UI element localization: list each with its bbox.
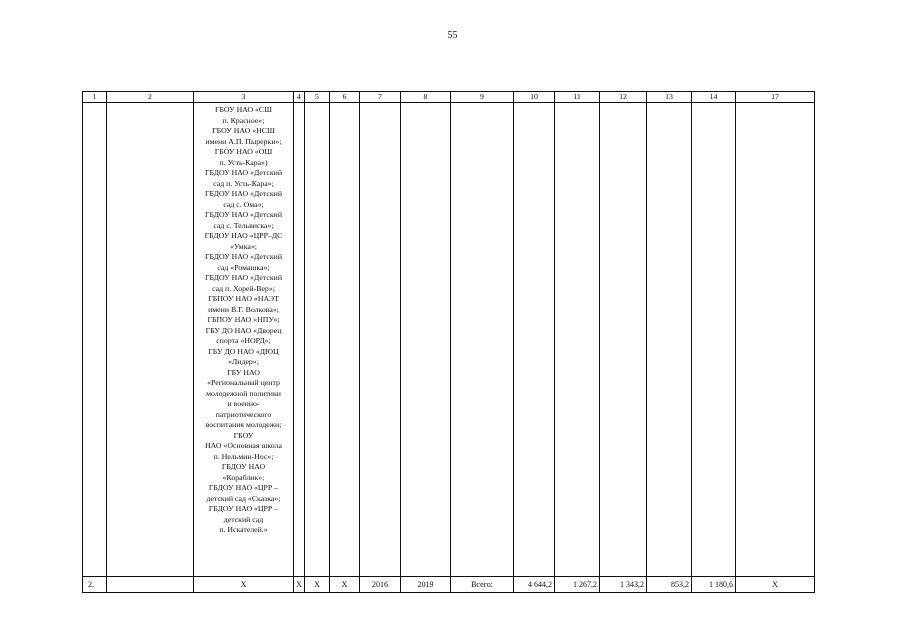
table-cell: [294, 103, 305, 577]
executor-line: и военно-: [227, 399, 260, 408]
executor-line: ГБДОУ НАО «Детский: [205, 189, 282, 198]
executor-line: спорта «НОРД»;: [216, 336, 271, 345]
executor-line: имени В.Г. Волкова»;: [208, 304, 279, 314]
header-cell: 4: [294, 92, 305, 103]
executor-line: воспитания молодежи;: [205, 420, 282, 429]
executor-line: п. Красное»;: [222, 115, 265, 125]
header-cell: 1: [83, 92, 107, 103]
table-row: [83, 577, 815, 593]
total-label-cell: Всего:: [451, 577, 514, 593]
table-cell: Х: [294, 577, 305, 593]
executor-line: ГБУ ДО НАО «ДЮЦ: [208, 346, 279, 356]
value-cell: 853,2: [647, 577, 692, 593]
executor-line: сад п. Хорей-Вер»;: [212, 283, 275, 293]
value-cell: 4 644,2: [514, 577, 555, 593]
header-cell: 10: [514, 92, 555, 103]
executor-line: имени А.П. Пырерки»;: [205, 136, 282, 146]
executor-line: ГБОУ НАО «СШ: [214, 105, 272, 114]
executor-line: сад п. Усть-Кара»;: [213, 178, 274, 188]
executor-line: ГБОУ: [233, 430, 254, 440]
executor-line: патриотического: [215, 409, 272, 419]
table-cell: Х: [736, 577, 815, 593]
executor-line: ГБОУ НАО «НСШ: [212, 126, 275, 135]
header-cell: 9: [451, 92, 514, 103]
table-cell: [736, 103, 815, 577]
executor-line: «Региональный центр: [207, 378, 280, 387]
header-cell: 11: [555, 92, 600, 103]
executor-line: ГБДОУ НАО «ЦРР–ДС: [204, 231, 283, 240]
executor-line: детский сад: [223, 514, 264, 524]
data-table: [82, 91, 815, 593]
table-cell: [83, 103, 107, 577]
header-cell: 8: [401, 92, 451, 103]
executor-line: ГБДОУ НАО «Детский: [205, 273, 282, 282]
header-cell: 3: [194, 92, 294, 103]
table-cell: [401, 103, 451, 577]
table-cell: Х: [330, 577, 360, 593]
executor-line: ГБПОУ НАО «НПУ»;: [207, 315, 280, 324]
executor-line: ГБУ НАО: [227, 367, 260, 377]
executor-line: п. Нельмин-Нос»;: [213, 451, 274, 461]
header-row: [83, 92, 815, 103]
executor-line: «Умка»;: [230, 241, 257, 251]
table-cell: Х: [305, 577, 330, 593]
value-cell: 1 180,6: [692, 577, 736, 593]
executor-line: п. Искателей.»: [219, 525, 268, 534]
executor-line: ГБДОУ НАО: [221, 462, 266, 471]
table-cell: [555, 103, 600, 577]
year-start-cell: 2016: [360, 577, 401, 593]
year-end-cell: 2019: [401, 577, 451, 593]
table-cell: Х: [194, 577, 294, 593]
value-cell: 1 267,2: [555, 577, 600, 593]
table-row: [83, 103, 815, 577]
table-cell: [360, 103, 401, 577]
table-cell: [600, 103, 647, 577]
executor-line: НАО «Основная школа: [205, 441, 282, 450]
executor-line: ГБДОУ НАО «Детский: [205, 168, 282, 177]
header-cell: 5: [305, 92, 330, 103]
header-cell: 12: [600, 92, 647, 103]
table-cell: [692, 103, 736, 577]
executor-line: ГБПОУ НАО «НАЭТ: [208, 294, 279, 303]
table-cell: [107, 577, 194, 593]
header-cell: 7: [360, 92, 401, 103]
page-number: 55: [447, 30, 458, 41]
executor-line: сад с. Тельвиска»;: [213, 220, 274, 230]
table-cell: [647, 103, 692, 577]
header-cell: 6: [330, 92, 360, 103]
executor-line: ГБДОУ НАО «Детский: [205, 210, 282, 219]
executor-line: ГБОУ НАО «ОШ: [214, 147, 273, 156]
executor-line: сад с. Ома»;: [223, 199, 264, 209]
executor-line: «Кораблик»;: [222, 472, 265, 482]
executor-line: ГБДОУ НАО «ЦРР –: [208, 504, 279, 513]
header-cell: 2: [107, 92, 194, 103]
executor-line: ГБДОУ НАО «ЦРР –: [208, 483, 279, 492]
executor-line: ГБДОУ НАО «Детский: [205, 252, 282, 261]
table-cell: [514, 103, 555, 577]
executor-line: детский сад «Сказка»;: [206, 493, 281, 503]
executors-cell: [194, 103, 294, 577]
row-number-cell: 2.: [83, 577, 107, 593]
executor-line: молодежной политики: [206, 388, 281, 398]
table-cell: [451, 103, 514, 577]
header-cell: 13: [647, 92, 692, 103]
executor-line: «Лидер»;: [228, 357, 259, 366]
header-cell: 14: [692, 92, 736, 103]
value-cell: 1 343,2: [600, 577, 647, 593]
table-cell: [107, 103, 194, 577]
table-cell: [330, 103, 360, 577]
executor-line: ГБУ ДО НАО «Дворец: [205, 325, 282, 335]
executor-line: п. Усть-Кара»): [219, 157, 268, 167]
table-cell: [305, 103, 330, 577]
executor-line: сад «Ромашка»;: [217, 262, 270, 272]
header-cell: 17: [736, 92, 815, 103]
